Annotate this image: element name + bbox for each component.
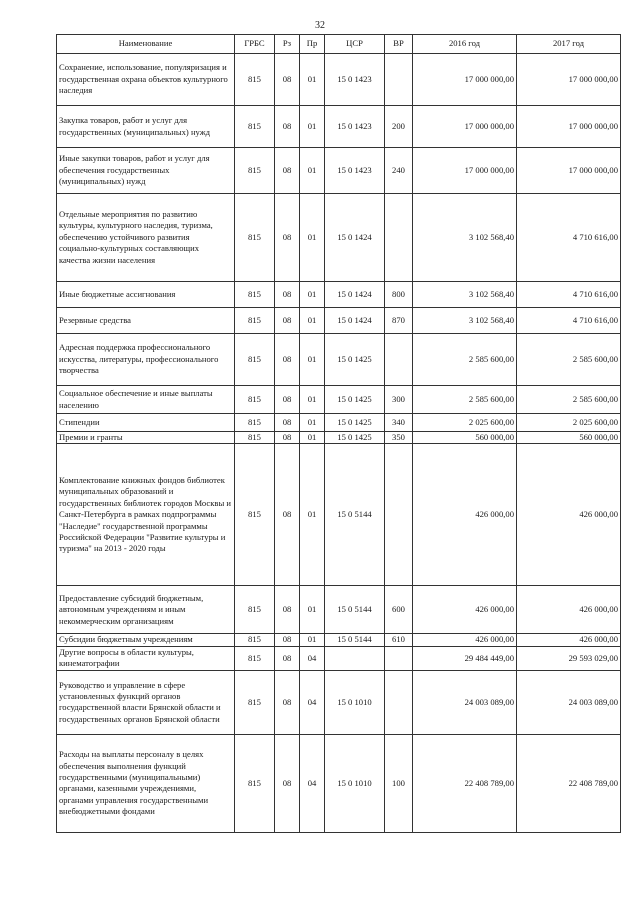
row-amount-2016: 2 585 600,00	[413, 334, 517, 386]
row-csr: 15 0 1425	[325, 432, 385, 444]
row-pr: 01	[300, 586, 325, 634]
header-pr: Пр	[300, 35, 325, 54]
table-row	[57, 194, 621, 282]
row-csr: 15 0 1425	[325, 386, 385, 414]
row-csr: 15 0 1424	[325, 308, 385, 334]
row-rz: 08	[275, 282, 300, 308]
row-csr: 15 0 1010	[325, 670, 385, 734]
row-grbs: 815	[235, 308, 275, 334]
row-vr	[385, 54, 413, 106]
row-vr: 800	[385, 282, 413, 308]
row-grbs: 815	[235, 282, 275, 308]
row-name: Расходы на выплаты персоналу в целях обеспечения выполнения функций государственными (муниципальными) органами, казенными учреждениями, органами управления государственными внебюджетными фондами	[57, 734, 235, 832]
table-row	[57, 586, 621, 634]
row-pr: 01	[300, 54, 325, 106]
row-grbs: 815	[235, 634, 275, 646]
row-amount-2016: 3 102 568,40	[413, 194, 517, 282]
row-vr	[385, 194, 413, 282]
row-rz: 08	[275, 106, 300, 148]
row-pr: 01	[300, 194, 325, 282]
table-header-row	[57, 35, 621, 54]
row-name: Адресная поддержка профессионального искусства, литературы, профессионального творчества	[57, 334, 235, 386]
row-name: Предоставление субсидий бюджетным, автономным учреждениям и иным некоммерческим организациям	[57, 586, 235, 634]
row-amount-2016: 2 585 600,00	[413, 386, 517, 414]
row-vr	[385, 444, 413, 586]
row-amount-2016: 426 000,00	[413, 634, 517, 646]
row-name: Сохранение, использование, популяризация и государственная охрана объектов культурного наследия	[57, 54, 235, 106]
row-rz: 08	[275, 670, 300, 734]
row-name: Руководство и управление в сфере установленных функций органов государственной власти Брянской области и государственных органов Брянской области	[57, 670, 235, 734]
row-vr: 100	[385, 734, 413, 832]
row-amount-2017: 426 000,00	[517, 586, 621, 634]
row-pr: 01	[300, 444, 325, 586]
row-grbs: 815	[235, 148, 275, 194]
page-number: 32	[315, 20, 325, 31]
row-csr: 15 0 1425	[325, 414, 385, 432]
row-grbs: 815	[235, 334, 275, 386]
row-pr: 01	[300, 282, 325, 308]
row-amount-2017: 24 003 089,00	[517, 670, 621, 734]
row-grbs: 815	[235, 432, 275, 444]
row-rz: 08	[275, 586, 300, 634]
row-grbs: 815	[235, 106, 275, 148]
row-vr	[385, 670, 413, 734]
row-csr: 15 0 1423	[325, 54, 385, 106]
row-csr: 15 0 5144	[325, 634, 385, 646]
row-pr: 04	[300, 670, 325, 734]
header-rz: Рз	[275, 35, 300, 54]
row-pr: 01	[300, 106, 325, 148]
row-amount-2017: 17 000 000,00	[517, 106, 621, 148]
row-amount-2016: 17 000 000,00	[413, 106, 517, 148]
row-rz: 08	[275, 386, 300, 414]
row-name: Другие вопросы в области культуры, кинематографии	[57, 646, 235, 670]
row-amount-2016: 17 000 000,00	[413, 148, 517, 194]
row-amount-2017: 426 000,00	[517, 444, 621, 586]
row-grbs: 815	[235, 54, 275, 106]
row-pr: 01	[300, 634, 325, 646]
header-csr: ЦСР	[325, 35, 385, 54]
header-name: Наименование	[57, 35, 235, 54]
row-name: Отдельные мероприятия по развитию культуры, культурного наследия, туризма, обеспечению устойчивого развития социально-культурных составляющих качества жизни населения	[57, 194, 235, 282]
row-pr: 01	[300, 334, 325, 386]
row-name: Премии и гранты	[57, 432, 235, 444]
row-vr: 300	[385, 386, 413, 414]
row-grbs: 815	[235, 386, 275, 414]
table-row	[57, 106, 621, 148]
header-grbs: ГРБС	[235, 35, 275, 54]
row-amount-2016: 426 000,00	[413, 586, 517, 634]
row-name: Иные закупки товаров, работ и услуг для обеспечения государственных (муниципальных) нужд	[57, 148, 235, 194]
row-amount-2016: 2 025 600,00	[413, 414, 517, 432]
row-amount-2017: 4 710 616,00	[517, 308, 621, 334]
table-row	[57, 148, 621, 194]
row-pr: 01	[300, 148, 325, 194]
row-amount-2017: 17 000 000,00	[517, 54, 621, 106]
row-amount-2017: 426 000,00	[517, 634, 621, 646]
table-row	[57, 444, 621, 586]
row-pr: 01	[300, 432, 325, 444]
row-grbs: 815	[235, 194, 275, 282]
row-vr	[385, 646, 413, 670]
row-pr: 04	[300, 734, 325, 832]
row-csr: 15 0 5144	[325, 444, 385, 586]
row-vr	[385, 334, 413, 386]
header-2016: 2016 год	[413, 35, 517, 54]
row-csr: 15 0 1424	[325, 282, 385, 308]
row-name: Резервные средства	[57, 308, 235, 334]
row-amount-2016: 3 102 568,40	[413, 308, 517, 334]
table-row	[57, 282, 621, 308]
table-row	[57, 414, 621, 432]
row-grbs: 815	[235, 670, 275, 734]
row-amount-2016: 426 000,00	[413, 444, 517, 586]
row-vr: 240	[385, 148, 413, 194]
row-pr: 01	[300, 386, 325, 414]
row-rz: 08	[275, 444, 300, 586]
row-pr: 04	[300, 646, 325, 670]
row-rz: 08	[275, 634, 300, 646]
row-amount-2017: 17 000 000,00	[517, 148, 621, 194]
row-rz: 08	[275, 734, 300, 832]
row-csr: 15 0 1423	[325, 106, 385, 148]
table-row	[57, 432, 621, 444]
row-grbs: 815	[235, 646, 275, 670]
row-amount-2016: 22 408 789,00	[413, 734, 517, 832]
header-2017: 2017 год	[517, 35, 621, 54]
row-amount-2017: 2 025 600,00	[517, 414, 621, 432]
row-amount-2016: 560 000,00	[413, 432, 517, 444]
row-csr: 15 0 1424	[325, 194, 385, 282]
row-csr	[325, 646, 385, 670]
row-amount-2017: 4 710 616,00	[517, 282, 621, 308]
row-amount-2017: 2 585 600,00	[517, 334, 621, 386]
row-amount-2016: 3 102 568,40	[413, 282, 517, 308]
row-name: Социальное обеспечение и иные выплаты населению	[57, 386, 235, 414]
row-csr: 15 0 1425	[325, 334, 385, 386]
row-amount-2017: 2 585 600,00	[517, 386, 621, 414]
row-name: Комплектование книжных фондов библиотек муниципальных образований и государственных библиотек городов Москвы и Санкт-Петербурга в рамках подпрограммы "Наследие" государственной программы Российской Федерации "Развитие культуры и туризма" на 2013 - 2020 годы	[57, 444, 235, 586]
row-rz: 08	[275, 432, 300, 444]
table-row	[57, 634, 621, 646]
row-name: Субсидии бюджетным учреждениям	[57, 634, 235, 646]
table-row	[57, 54, 621, 106]
row-pr: 01	[300, 308, 325, 334]
row-amount-2016: 24 003 089,00	[413, 670, 517, 734]
row-csr: 15 0 1423	[325, 148, 385, 194]
row-rz: 08	[275, 54, 300, 106]
row-vr: 870	[385, 308, 413, 334]
row-vr: 340	[385, 414, 413, 432]
row-rz: 08	[275, 308, 300, 334]
row-name: Стипендии	[57, 414, 235, 432]
row-vr: 200	[385, 106, 413, 148]
row-name: Иные бюджетные ассигнования	[57, 282, 235, 308]
row-grbs: 815	[235, 586, 275, 634]
row-amount-2017: 560 000,00	[517, 432, 621, 444]
table-row	[57, 734, 621, 832]
row-amount-2017: 22 408 789,00	[517, 734, 621, 832]
row-grbs: 815	[235, 414, 275, 432]
row-grbs: 815	[235, 734, 275, 832]
row-rz: 08	[275, 148, 300, 194]
row-grbs: 815	[235, 444, 275, 586]
row-rz: 08	[275, 646, 300, 670]
row-amount-2017: 29 593 029,00	[517, 646, 621, 670]
row-name: Закупка товаров, работ и услуг для государственных (муниципальных) нужд	[57, 106, 235, 148]
row-rz: 08	[275, 414, 300, 432]
table-row	[57, 670, 621, 734]
row-pr: 01	[300, 414, 325, 432]
row-rz: 08	[275, 334, 300, 386]
table-row	[57, 646, 621, 670]
row-csr: 15 0 1010	[325, 734, 385, 832]
row-amount-2016: 17 000 000,00	[413, 54, 517, 106]
row-csr: 15 0 5144	[325, 586, 385, 634]
row-vr: 350	[385, 432, 413, 444]
header-vr: ВР	[385, 35, 413, 54]
row-vr: 610	[385, 634, 413, 646]
budget-table	[56, 34, 621, 833]
row-amount-2017: 4 710 616,00	[517, 194, 621, 282]
row-rz: 08	[275, 194, 300, 282]
table-row	[57, 308, 621, 334]
row-amount-2016: 29 484 449,00	[413, 646, 517, 670]
row-vr: 600	[385, 586, 413, 634]
table-row	[57, 334, 621, 386]
table-row	[57, 386, 621, 414]
